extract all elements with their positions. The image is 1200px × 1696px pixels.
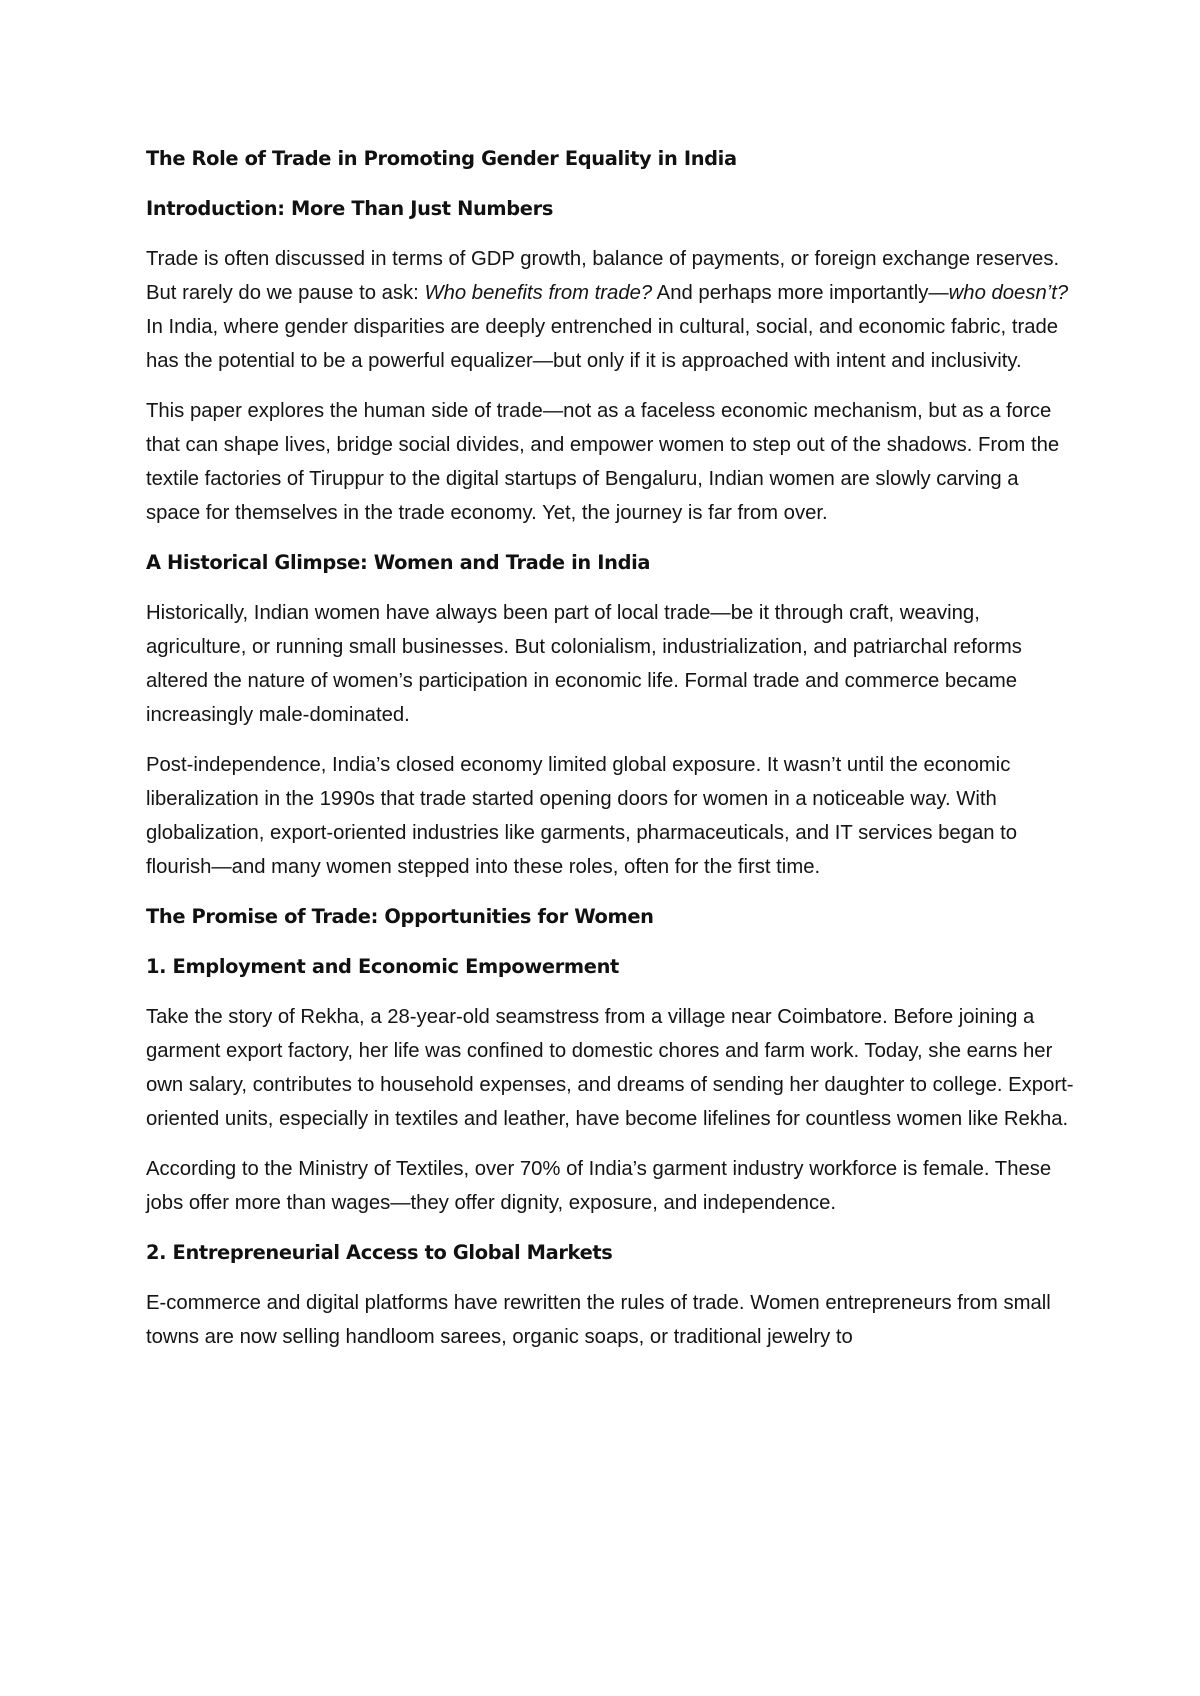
intro-p1-emphasis-1: Who benefits from trade? bbox=[424, 282, 653, 304]
intro-p1-text-b: And perhaps more importantly— bbox=[652, 282, 949, 304]
document-page bbox=[146, 142, 1076, 1370]
intro-p1-text-a: Trade is often discussed in terms of GDP growth, balance of payments, or foreign exchange reserves. But rarely do we pause to ask: bbox=[146, 248, 1060, 304]
history-paragraph-1: Historically, Indian women have always been part of local trade—be it through craft, weaving, agriculture, or running small businesses. But colonialism, industrialization, and patriarchal reforms altered the nature of women’s participation in economic life. Formal trade and commerce became increasingly male-dominated. bbox=[146, 602, 1022, 726]
intro-p1-text-c: In India, where gender disparities are deeply entrenched in cultural, social, and economic fabric, trade has the potential to be a powerful equalizer—but only if it is approached with intent and inclusivity. bbox=[146, 316, 1059, 372]
history-paragraph-2: Post-independence, India’s closed economy limited global exposure. It wasn’t until the economic liberalization in the 1990s that trade started opening doors for women in a noticeable way. With globalization, export-oriented industries like garments, pharmaceuticals, and IT services began to flourish—and many women stepped into these roles, often for the first time. bbox=[146, 754, 1018, 878]
entrepreneurial-paragraph-1: E-commerce and digital platforms have rewritten the rules of trade. Women entrepreneurs from small towns are now selling handloom sarees, organic soaps, or traditional jewelry to bbox=[146, 1292, 1051, 1348]
subheading-employment: 1. Employment and Economic Empowerment bbox=[146, 955, 619, 978]
employment-paragraph-2: According to the Ministry of Textiles, over 70% of India’s garment industry workforce is female. These jobs offer more than wages—they offer dignity, exposure, and independence. bbox=[146, 1158, 1052, 1214]
intro-paragraph-2: This paper explores the human side of trade—not as a faceless economic mechanism, but as a force that can shape lives, bridge social divides, and empower women to step out of the shadows. From the textile factories of Tiruppur to the digital startups of Bengaluru, Indian women are slowly carving a space for themselves in the trade economy. Yet, the journey is far from over. bbox=[146, 400, 1060, 524]
section-heading-introduction: Introduction: More Than Just Numbers bbox=[146, 197, 554, 220]
intro-p1-emphasis-2: who doesn’t? bbox=[948, 282, 1069, 304]
document-title: The Role of Trade in Promoting Gender Equality in India bbox=[146, 147, 737, 170]
subheading-entrepreneurial: 2. Entrepreneurial Access to Global Markets bbox=[146, 1241, 613, 1264]
intro-paragraph-1 bbox=[146, 242, 1076, 378]
section-heading-promise: The Promise of Trade: Opportunities for Women bbox=[146, 905, 654, 928]
employment-paragraph-1: Take the story of Rekha, a 28-year-old seamstress from a village near Coimbatore. Before joining a garment export factory, her life was confined to domestic chores and farm work. Today, she earns her own salary, contributes to household expenses, and dreams of sending her daughter to college. Export-oriented units, especially in textiles and leather, have become lifelines for countless women like Rekha. bbox=[146, 1006, 1074, 1130]
section-heading-history: A Historical Glimpse: Women and Trade in India bbox=[146, 551, 651, 574]
